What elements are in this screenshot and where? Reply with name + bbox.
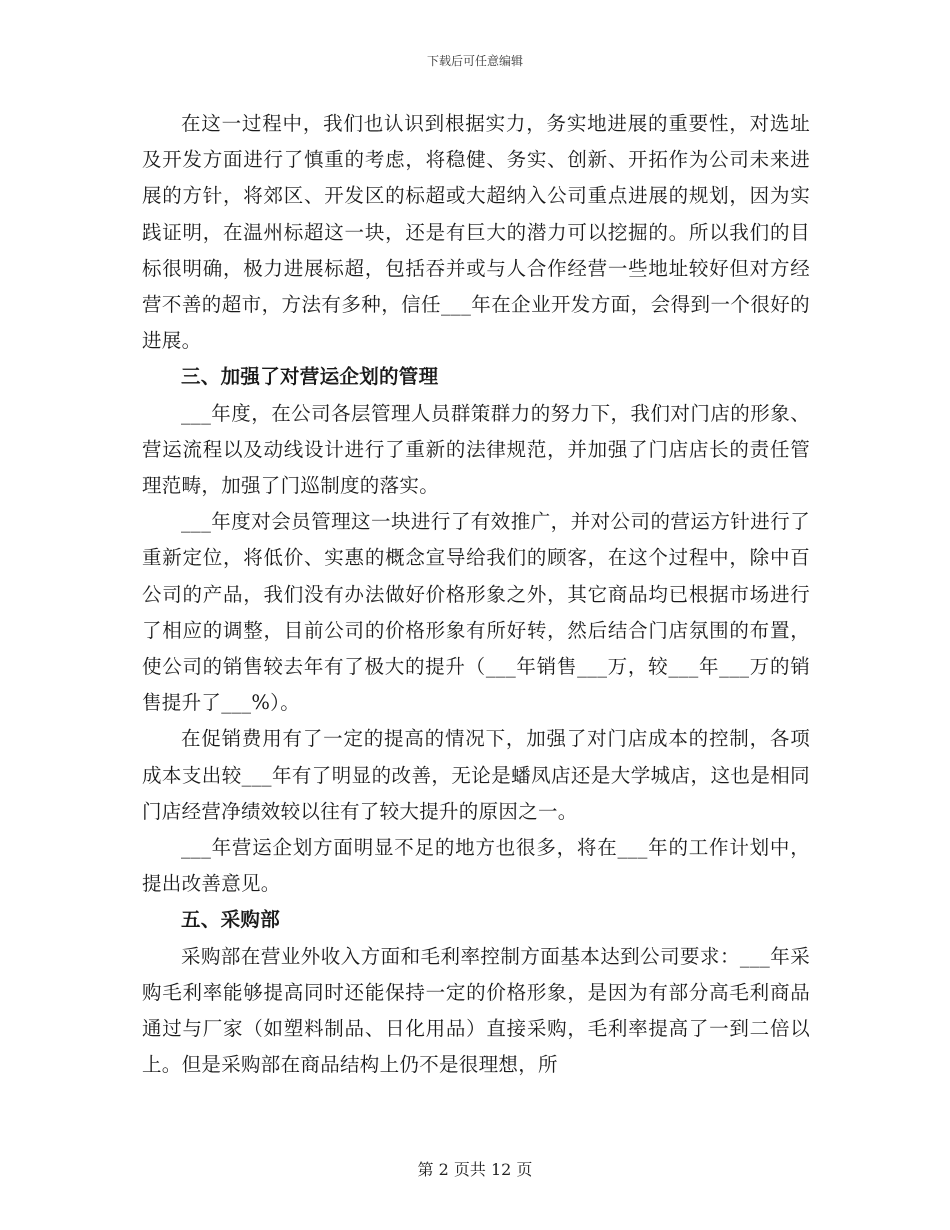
page-number-footer: 第 2 页共 12 页 xyxy=(417,1160,533,1179)
paragraph-shortcomings: ___年营运企划方面明显不足的地方也很多，将在___年的工作计划中，提出改善意见。 xyxy=(142,836,810,896)
paragraph-site-selection: 在这一过程中，我们也认识到根据实力，务实地进展的重要性，对选址及开发方面进行了慎重的考虑，将稳健、务实、创新、开拓作为公司未来进展的方针，将郊区、开发区的标超或大超纳入公司重点进展的规划，因为实践证明，在温州标超这一块，还是有巨大的潜力可以挖掘的。所以我们的目标很明确，极力进展标超，包括吞并或与人合作经营一些地址较好但对方经营不善的超市，方法有多种，信任___年在企业开发方面，会得到一个很好的进展。 xyxy=(142,112,810,353)
section-heading-operations-planning: 三、加强了对营运企划的管理 xyxy=(181,365,439,389)
paragraph-membership-management: ___年度对会员管理这一块进行了有效推广，并对公司的营运方针进行了重新定位，将低价、实惠的概念宣导给我们的顾客，在这个过程中，除中百公司的产品，我们没有办法做好价格形象之外，其它商品均已根据市场进行了相应的调整，目前公司的价格形象有所好转，然后结合门店氛围的布置，使公司的销售较去年有了极大的提升（___年销售___万，较___年___万的销售提升了___%）。 xyxy=(142,510,810,715)
paragraph-cost-control: 在促销费用有了一定的提高的情况下，加强了对门店成本的控制，各项成本支出较___年有了明显的改善，无论是蟠凤店还是大学城店，这也是相同门店经营净绩效较以往有了较大提升的原因之一。 xyxy=(142,727,810,823)
paragraph-store-management: ___年度，在公司各层管理人员群策群力的努力下，我们对门店的形象、营运流程以及动线设计进行了重新的法律规范，并加强了门店店长的责任管理范畴，加强了门巡制度的落实。 xyxy=(142,401,810,498)
document-body xyxy=(142,106,810,1083)
paragraph-purchasing: 采购部在营业外收入方面和毛利率控制方面基本达到公司要求：___年采购毛利率能够提高同时还能保持一定的价格形象，是因为有部分高毛利商品通过与厂家（如塑料制品、日化用品）直接采购，毛利率提高了一到二倍以上。但是采购部在商品结构上仍不是很理想，所 xyxy=(142,944,810,1077)
page-header: 下载后可任意编辑 xyxy=(426,54,523,68)
section-heading-purchasing: 五、采购部 xyxy=(181,908,281,932)
